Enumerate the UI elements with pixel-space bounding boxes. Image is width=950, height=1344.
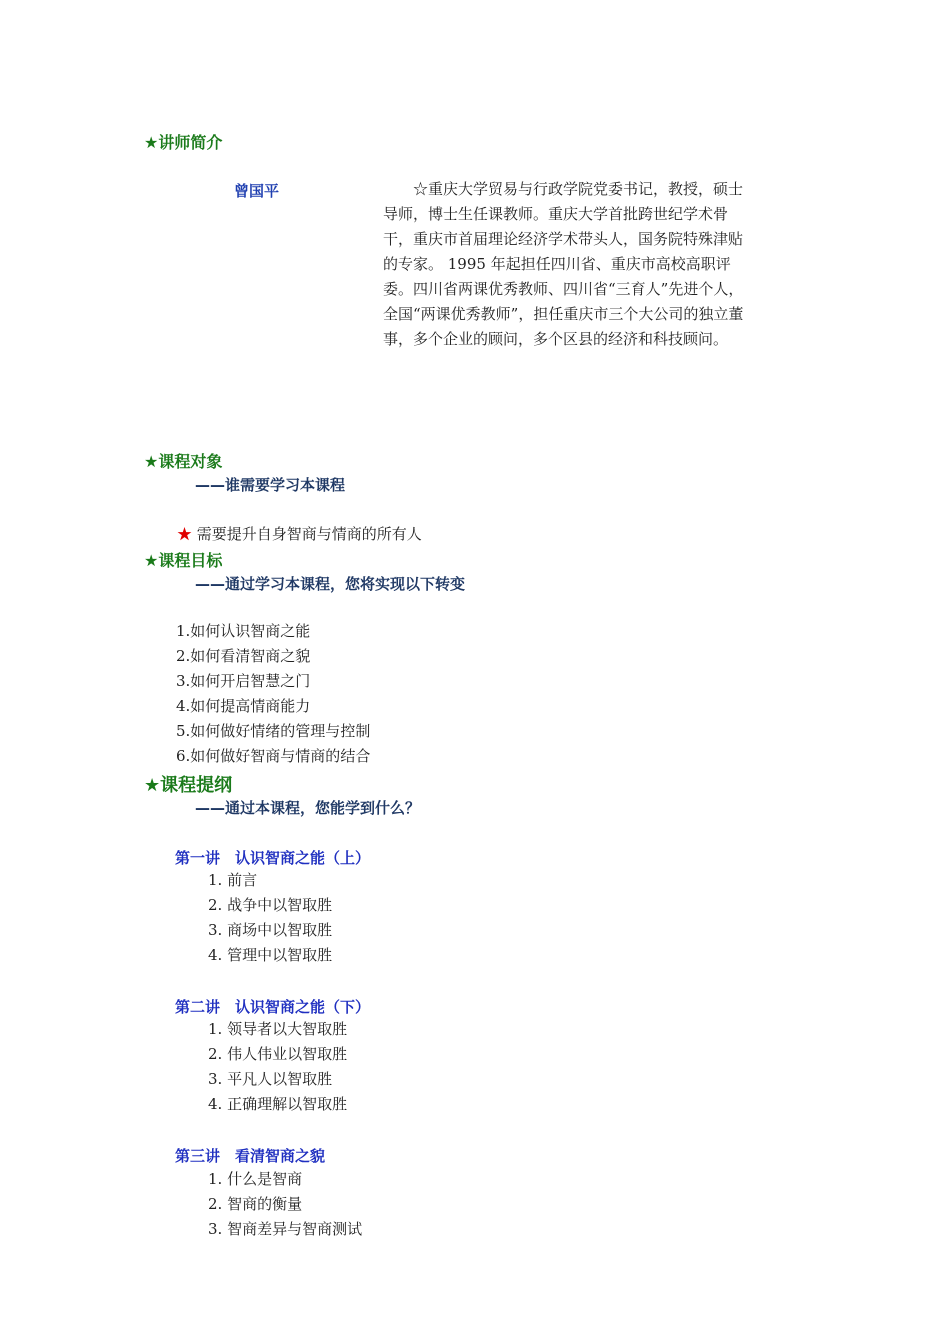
list-item: 1.如何认识智商之能: [176, 622, 311, 640]
audience-heading: ★课程对象: [144, 452, 223, 471]
list-item: 4. 管理中以智取胜: [208, 946, 333, 964]
list-item: 3. 商场中以智取胜: [208, 921, 333, 939]
outline-subtitle: ——通过本课程，您能学到什么？: [195, 799, 421, 817]
list-item: 3. 智商差异与智商测试: [208, 1220, 363, 1238]
lecture-1-list: [208, 868, 332, 968]
lecture-3-list: [208, 1167, 362, 1242]
audience-item: [177, 523, 422, 544]
lecture-2-title: 第二讲 认识智商之能（下）: [175, 998, 371, 1016]
lecture-2-list: [208, 1017, 347, 1117]
list-item: 3. 平凡人以智取胜: [208, 1070, 333, 1088]
outline-heading: ★课程提纲: [144, 775, 233, 796]
list-item: 4. 正确理解以智取胜: [208, 1095, 348, 1113]
list-item: 1. 什么是智商: [208, 1170, 303, 1188]
list-item: 1. 前言: [208, 871, 258, 889]
list-item: 2. 伟人伟业以智取胜: [208, 1045, 348, 1063]
goals-heading: ★课程目标: [144, 551, 223, 570]
goals-subtitle: ——通过学习本课程，您将实现以下转变: [195, 575, 466, 593]
star-icon: ★: [177, 525, 193, 543]
list-item: 1. 领导者以大智取胜: [208, 1020, 348, 1038]
audience-text: 需要提升自身智商与情商的所有人: [196, 525, 422, 543]
list-item: 3.如何开启智慧之门: [176, 672, 311, 690]
lecture-1-title: 第一讲 认识智商之能（上）: [175, 849, 371, 867]
list-item: 5.如何做好情绪的管理与控制: [176, 722, 371, 740]
list-item: 6.如何做好智商与情商的结合: [176, 747, 371, 765]
audience-subtitle: ——谁需要学习本课程: [195, 476, 346, 494]
list-item: 4.如何提高情商能力: [176, 697, 311, 715]
goals-list: [176, 619, 370, 769]
list-item: 2. 智商的衡量: [208, 1195, 303, 1213]
instructor-name: 曾国平: [234, 182, 280, 200]
instructor-bio: ☆重庆大学贸易与行政学院党委书记，教授，硕士导师，博士生任课教师。重庆大学首批跨世纪学术骨干，重庆市首届理论经济学术带头人，国务院特殊津贴的专家。 1995 年起担任四川省、重庆市高校高职评委。四川省两课优秀教师、四川省“三育人”先进个人，全国“两课优秀教师”，担任重庆市三个大公司的独立董事，多个企业的顾问，多个区县的经济和科技顾问。: [383, 180, 744, 348]
instructor-heading: ★讲师简介: [144, 133, 223, 152]
lecture-3-title: 第三讲 看清智商之貌: [175, 1147, 326, 1165]
list-item: 2. 战争中以智取胜: [208, 896, 333, 914]
list-item: 2.如何看清智商之貌: [176, 647, 311, 665]
